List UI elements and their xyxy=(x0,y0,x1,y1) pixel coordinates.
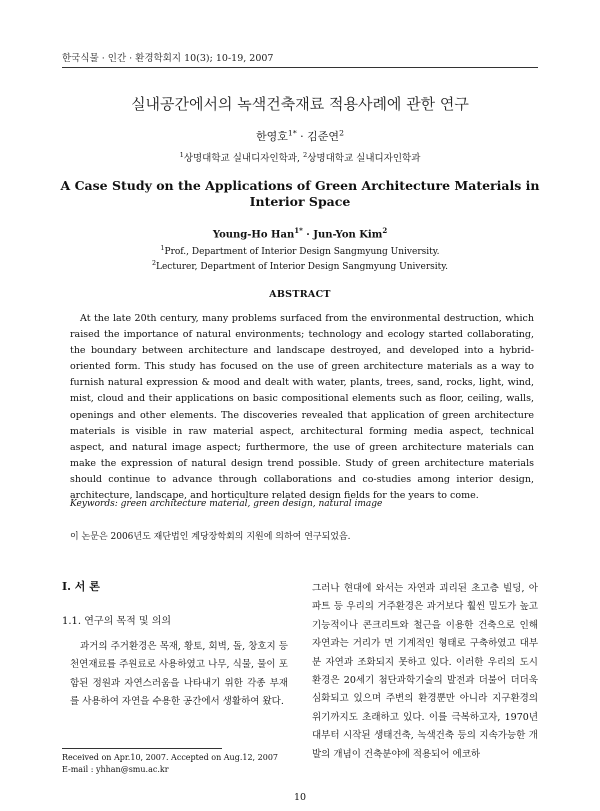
korean-affiliations xyxy=(0,150,600,164)
english-author-separator: · xyxy=(302,229,314,241)
korean-author-1: 한영호 xyxy=(256,130,288,143)
english-affiliations xyxy=(0,243,600,273)
english-author-2-sup: 2 xyxy=(382,226,388,235)
funding-note: 이 논문은 2006년도 재단법인 계당장학회의 지원에 의하여 연구되었음. xyxy=(70,532,351,542)
english-affil-line-2 xyxy=(0,258,600,273)
page-number: 10 xyxy=(293,792,307,803)
footnote xyxy=(62,752,278,776)
korean-author-2-sup: 2 xyxy=(339,128,344,138)
footnote-rule xyxy=(62,748,222,749)
korean-title: 실내공간에서의 녹색건축재료 적용사례에 관한 연구 xyxy=(131,95,469,113)
english-author-1-sup: 1* xyxy=(294,226,303,235)
english-affil-1: Prof., Department of Interior Design Sangmyung University. xyxy=(164,247,440,257)
english-authors xyxy=(0,226,600,240)
korean-affil-2-sup: 2 xyxy=(303,150,308,159)
keywords: Keywords: green architecture material, green design, natural image xyxy=(70,499,383,509)
english-author-1: Young-Ho Han xyxy=(212,229,295,241)
korean-affil-1-sup: 1 xyxy=(179,150,184,159)
english-author-2: Jun-Yon Kim xyxy=(313,229,383,241)
korean-affil-1: 상명대학교 실내디자인학과, xyxy=(183,153,304,164)
author-separator: · xyxy=(296,130,308,143)
english-title: A Case Study on the Applications of Green Architecture Materials in Interior Space xyxy=(60,178,540,209)
left-column-text: 과거의 주거환경은 목재, 황토, 회벽, 돌, 창호지 등 천연재료를 주원료로 사용하였고 나무, 식물, 물이 포함된 정원과 자연스러움을 나타내기 위한 각종 부재를 사용하여 자연을 수용한 공간에서 생활하여 왔다. xyxy=(70,641,288,708)
journal-header: 한국식물 · 인간 · 환경학회지 10(3); 10-19, 2007 xyxy=(62,53,274,64)
korean-affil-2: 상명대학교 실내디자인학과 xyxy=(307,153,421,164)
korean-authors xyxy=(0,128,600,144)
english-affil-2: Lecturer, Department of Interior Design Sangmyung University. xyxy=(155,262,449,272)
korean-author-1-sup: 1* xyxy=(287,128,297,138)
right-column-text: 그러나 현대에 와서는 자연과 괴리된 초고층 빌딩, 아파트 등 우리의 거주환경은 과거보다 훨씬 밀도가 높고 기능적이나 콘크리트와 철근을 이용한 건축으로 인해 자연과는 거리가 먼 기계적인 형태로 구축하였고 대부분 자연과 조화되지 못하고 있다. 이러한 우리의 도시환경은 20세기 첨단과학기술의 발전과 더불어 더더욱 심화되고 있으며 주변의 환경뿐만 아니라 지구환경의 위기까지도 초래하고 있다. 이를 극복하고자, 1970년대부터 시작된 생태건축, 녹색건축 등의 지속가능한 개발의 개념이 건축분야에 적용되어 에코하 xyxy=(312,583,538,760)
english-affil-line-1 xyxy=(0,243,600,258)
korean-author-2: 김준연 xyxy=(307,130,340,143)
footnote-received: Received on Apr.10, 2007. Accepted on Aug.12, 2007 xyxy=(62,753,278,762)
english-affil-2-sup: 2 xyxy=(151,260,156,267)
abstract-heading: ABSTRACT xyxy=(269,289,331,300)
footnote-email: E-mail : yhhan@smu.ac.kr xyxy=(62,765,169,774)
section-heading: I. 서 론 xyxy=(62,580,100,593)
abstract-text: At the late 20th century, many problems surfaced from the environmental destruction, which raised the importance of natural environments; technology and ecology started collaborating, the boundary between architecture and landscape destroyed, and developed into a hybrid-oriented form. This study has focused on the use of green architecture materials as a way to furnish natural expression & mood and dealt with water, plants, trees, sand, rocks, light, wind, mist, cloud and their applications on basic compositional elements such as floor, ceiling, walls, openings and other elements. The discoveries revealed that application of green architecture materials is visible in raw material aspect, architectural forming media aspect, technical aspect, and natural image aspect; furthermore, the use of green architecture materials can make the expression of natural design trend possible. Study of green architecture materials should continue to advance through collaborations and co-studies among interior design, architecture, landscape, and horticulture related design fields for the years to come. xyxy=(70,313,534,502)
english-affil-1-sup: 1 xyxy=(160,245,165,252)
header-rule xyxy=(62,67,538,68)
subsection-heading: 1.1. 연구의 목적 및 의의 xyxy=(62,616,172,627)
